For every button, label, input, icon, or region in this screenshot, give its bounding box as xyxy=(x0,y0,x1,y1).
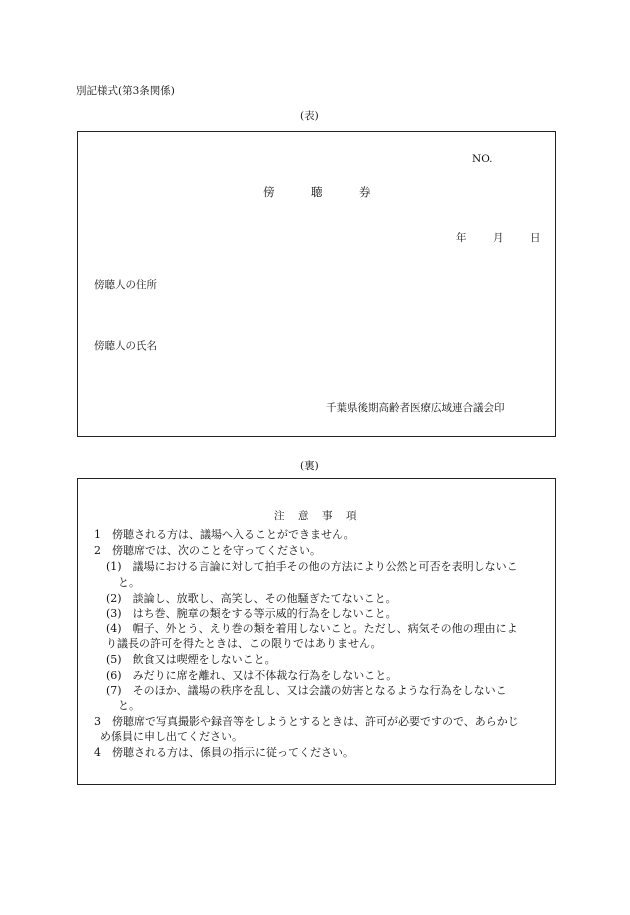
notice-subitem-4-cont: り議長の許可を得たときは、この限りではありません。 xyxy=(106,637,382,650)
notice-heading-char: 事 xyxy=(322,510,333,522)
notice-item-3-cont: め係員に申し出てください。 xyxy=(100,730,243,743)
address-label: 傍聴人の住所 xyxy=(94,279,157,291)
ticket-title-char: 券 xyxy=(359,185,371,199)
front-side-label: (表) xyxy=(300,110,319,122)
notice-item-4: 4 傍聴される方は、係員の指示に従ってください。 xyxy=(94,746,354,759)
notice-subitem-3: (3) はち巻、腕章の類をする等示威的行為をしないこと。 xyxy=(106,607,397,620)
notice-subitem-6: (6) みだりに席を離れ、又は不体裁な行為をしないこと。 xyxy=(106,669,398,682)
notice-item-3: 3 傍聴席で写真撮影や録音等をしようとするときは、許可が必要ですので、あらかじ xyxy=(94,715,519,728)
issuer-seal-text: 千葉県後期高齢者医療広域連合議会印 xyxy=(326,402,505,414)
back-side-label: (裏) xyxy=(300,460,319,472)
form-label: 別記様式(第3条関係) xyxy=(76,85,175,97)
date-day: 日 xyxy=(530,232,541,244)
ticket-title-char: 聴 xyxy=(311,185,323,199)
notice-subitem-4: (4) 帽子、外とう、えり巻の類を着用しないこと。ただし、病気その他の理由によ xyxy=(106,622,518,635)
name-label: 傍聴人の氏名 xyxy=(94,340,157,352)
notice-subitem-1-cont: と。 xyxy=(118,576,140,589)
notice-heading-char: 意 xyxy=(298,510,309,522)
ticket-number-label: NO. xyxy=(472,153,493,165)
notice-subitem-5: (5) 飲食又は喫煙をしないこと。 xyxy=(106,653,276,666)
notice-subitem-2: (2) 談論し、放歌し、高笑し、その他騒ぎたてないこと。 xyxy=(106,592,397,605)
notice-item-1: 1 傍聴される方は、議場へ入ることができません。 xyxy=(94,528,355,541)
notice-heading-char: 注 xyxy=(274,510,285,522)
notice-subitem-1: (1) 議場における言論に対して拍手その他の方法により公然と可否を表明しないこ xyxy=(106,560,518,573)
notice-item-2: 2 傍聴席では、次のことを守ってください。 xyxy=(94,544,321,557)
date-month: 月 xyxy=(493,232,504,244)
notice-subitem-7: (7) そのほか、議場の秩序を乱し、又は会議の妨害となるような行為をしないこ xyxy=(106,684,507,697)
issue-date xyxy=(456,230,541,245)
notice-heading xyxy=(274,508,357,523)
date-year: 年 xyxy=(456,232,467,244)
notice-subitem-7-cont: と。 xyxy=(118,699,140,712)
ticket-title xyxy=(263,184,371,200)
notice-heading-char: 項 xyxy=(346,510,357,522)
ticket-title-char: 傍 xyxy=(263,185,275,199)
